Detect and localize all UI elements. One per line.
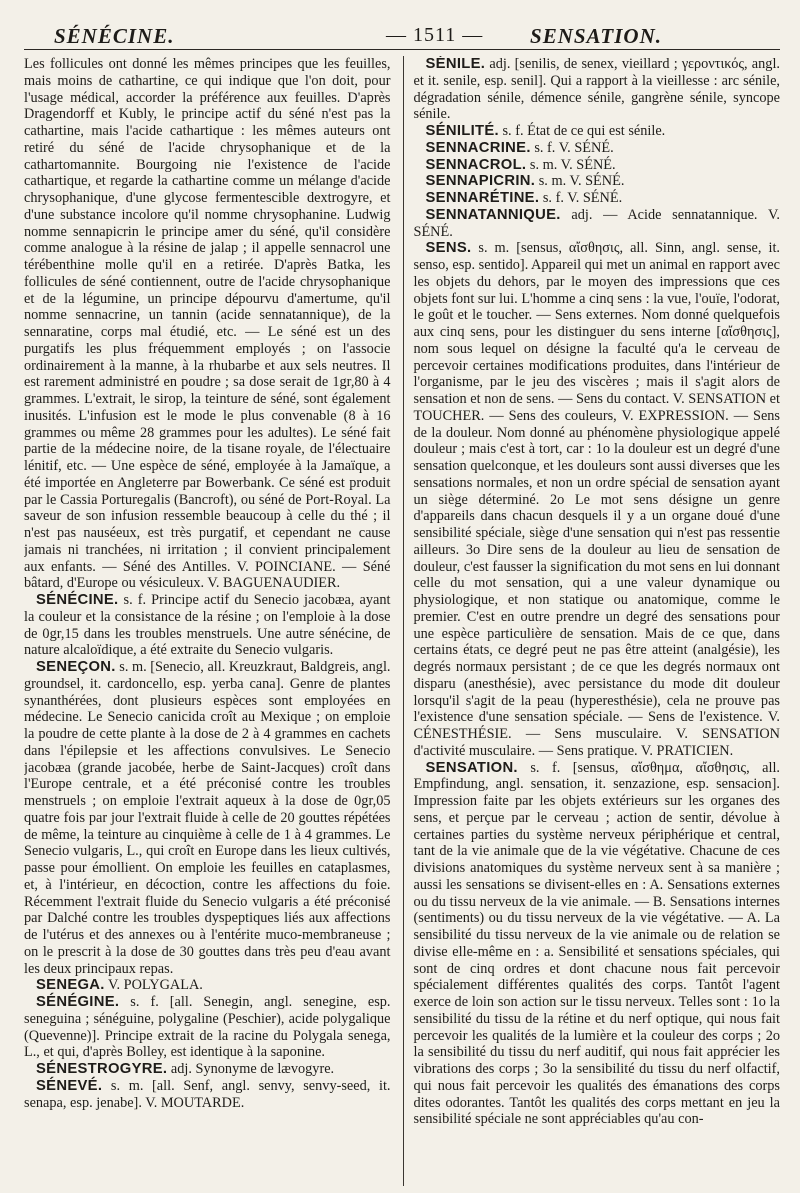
headword: SENNACROL.: [425, 156, 527, 173]
headword: SÉNESTROGYRE.: [36, 1061, 168, 1077]
right-column: [403, 56, 781, 1186]
headword: SÉNILE.: [425, 56, 486, 72]
text-columns: [24, 56, 780, 1186]
headword: SÉNÉCINE.: [36, 592, 119, 608]
headword: SENNATANNIQUE.: [425, 206, 561, 223]
dictionary-entry: SÉNÉCINE. s. f. Principe actif du Senecio jacobæa, ayant la couleur et la consistance de la résine ; on l'emploie à la dose de 0gr,15 dans les troubles menstruels. Une autre sénécine, de nature alcaloïdique, a été extraite du Senecio vulgaris.: [24, 592, 391, 659]
dictionary-entry: SENNACRINE. s. f. V. SÉNÉ.: [425, 139, 614, 156]
header-rule: [24, 49, 780, 50]
dictionary-entry: SÉNILITÉ. s. f. État de ce qui est sénile.: [425, 123, 666, 139]
dictionary-entry: SENEÇON. s. m. [Senecio, all. Kreuzkraut, Baldgreis, angl. groundsel, it. cardoncello, esp. yerba cana]. Genre de plantes synanthérées, dont plusieurs espèces sont employées en médecine. Le Senecio canicida croît au Mexique ; on emploie la poudre de cette plante à la dose de 2 à 4 grammes en cachets dans l'épilepsie et les affections convulsives. Le Senecio jacobæa (grande jacobée, herbe de Saint-Jacques) croît dans l'Europe centrale, et a été préconisé contre les troubles menstruels ; on emploie l'extrait aqueux à la dose de 0gr,05 quatre fois par jour l'extrait fluide à celle de 20 gouttes répétées de même, la teinture au cinquième à celle de 1 à 4 grammes. Le Senecio vulgaris, L., qui croît en Europe dans les lieux cultivés, passe pour émollient. On emploie les feuilles en cataplasmes, et, à l'intérieur, en décoction, contre les affections du foie. Récemment l'extrait fluide du Senecio vulgaris a été préconisé par Dalché contre les troubles dyspeptiques liés aux affections de l'utérus et des annexes ou à l'entérite muco-membraneuse ; on le prescrit à la dose de 30 gouttes dans très peu d'eau avant les deux principaux repas.: [24, 659, 391, 977]
dictionary-entry: SÉNESTROGYRE. adj. Synonyme de lævogyre.: [36, 1061, 335, 1077]
dictionary-entry: Les follicules ont donné les mêmes principes que les feuilles, mais moins de cathartine, ce qui indique que l'on doit, pour l'usage médical, accorder la préférence aux feuilles. D'après Dragendorff et Kubly, le principe actif du séné n'est pas la cathartine, mais l'acide cathartique : les mêmes auteurs ont retiré du séné de l'acide chrysophanique et de la cathartomannite. Bourgoing nie l'existence de l'acide cathartique, et regarde la cathartine comme un mélange d'acide chrysophanique, d'une glycose fermentescible dextrogyre, et d'une substance incolore qu'il nomme chrysophanine. Ludwig nomme sennapicrin le principe amer du séné, qu'il considère comme analogue à la résine de jalap ; il appelle sennacrol une térébenthine molle qu'il en a retirée. D'après Batka, les follicules de séné contiennent, outre de l'acide chrysophanique et de la légumine, un principe dépourvu d'amertume, qu'il nomme sennacrine, un tannin (acide sennatannique), de la sennaratine, corps mal étudié, etc. — Le séné est un des purgatifs les plus fréquemment employés ; on l'associe ordinairement à la manne, à la rhubarbe et aux sels neutres. Il est rarement administré en poudre ; sa dose serait de 1gr,80 à 4 grammes. L'extrait, le sirop, la teinture de séné, sont également inusités. L'infusion est le mode le plus convenable (8 à 16 grammes ou même 28 grammes pour les adultes). Le séné fait partie de la médecine noire, de la tisane royale, de l'électuaire lénitif, etc. — Une espèce de séné, employée à la Jamaïque, a été importée en Angleterre par Bowerbank. Ce séné est produit par le Cassia Porturegalis (Bancroft), ou séné de Port-Royal. La saveur de son infusion ressemble beaucoup à celle du thé ; il n'est pas nauséeux, est très purgatif, et cependant ne cause jamais ni tranchées, ni irritation ; il convient principalement aux enfants. — Séné des Antilles. V. POINCIANE. — Séné bâtard, d'Europe ou vésiculeux. V. BAGUENAUDIER.: [24, 56, 391, 592]
running-head-left: SÉNÉCINE.: [54, 24, 175, 48]
headword: SENEGA.: [36, 977, 105, 994]
dictionary-entry: SENS. s. m. [sensus, αἴσθησις, all. Sinn, angl. sense, it. senso, esp. sentido]. Appareil qui met un animal en rapport avec les objets du dehors, par le moyen des impressions que ces objets font sur lui. L'homme a cinq sens : la vue, l'ouïe, l'odorat, le goût et le toucher. — Sens externes. Nom donné quelquefois aux cinq sens, pour les distinguer du sens interne [αἴσθησις], nom sous lequel on désigne la faculté qu'a le cerveau de percevoir certaines modifications produites, dans l'intérieur de l'organisme, par le jeu des viscères ; mais il s'agit alors de sensation et non de sens. — Sens du contact. V. SENSATION et TOUCHER. — Sens des couleurs, V. EXPRESSION. — Sens de la douleur. Nom donné au phénomène physiologique appelé douleur ; mais c'est à tort, car : 1o la douleur est un degré d'une sensation quelconque, et les douleurs sont aussi diverses que les sensations normales, et non un ordre spécial de sensation ayant un siège déterminé. 2o Le mot sens désigne un genre d'appareils dans chacun desquels il y a un organe doué d'une sensibilité spéciale, siège d'une sensation qui n'est pas ressentie ailleurs. 3o Dire sens de la douleur au lieu de sensation de douleur, c'est fausser la signification du mot sens en lui donnant celle du mot sensation, qui a une valeur dynamique ou physiologique, et non statique ou anatomique, comme le premier. C'est en outre prendre un degré des sensations pour une espèce particulière de sensation. Mais de ce que, dans certains états, ce degré peut ne pas être atteint (analgésie), les degrés normaux persistant ; de ce que les degrés normaux ont disparu (anesthésie), avec persistance du mode dit douleur lorsqu'il s'agit de la peau (hyperesthésie), cela ne prouve pas l'existence d'une sensation spéciale. — Sens de l'existence. V. CÉNESTHÉSIE. — Sens musculaire. V. SENSATION d'activité musculaire. — Sens pratique. V. PRATICIEN.: [413, 240, 780, 759]
running-head-right: SENSATION.: [530, 24, 662, 48]
headword: SENNACRINE.: [425, 139, 531, 156]
dictionary-entry: SENEGA. V. POLYGALA.: [36, 977, 203, 994]
headword: SÉNÉGINE.: [36, 994, 120, 1010]
page-number: — 1511 —: [386, 24, 484, 46]
dictionary-entry: SENNACROL. s. m. V. SÉNÉ.: [425, 156, 616, 173]
dictionary-entry: SENSATION. s. f. [sensus, αἴσθημα, αἴσθησις, all. Empfindung, angl. sensation, it. senzazione, esp. sensacion]. Impression faite par les objets extérieurs sur les organes des sens, et perçue par le cerveau ; action de sentir, dévolue à certaines parties du système nerveux périphérique et central, tant de la vie animale que de la vie végétative. Chacune de ces divisions anatomiques du système nerveux sent à sa manière ; aussi les sensations se divisent-elles en : A. Sensations externes ou du tissu nerveux de la vie animale. — B. Sensations internes (sentiments) ou du tissu nerveux de la vie végétative. — A. La sensibilité du tissu nerveux de la vie animale ou de relation se divise elle-même en : a. Sensibilité et sensations spéciales, qui sont de cinq ordres et dont chacune nous fait percevoir spécialement différentes qualités des corps. Tantôt l'agent exerce de loin son action sur le tissu nerveux. Telles sont : 1o la sensibilité du tissu de la rétine et du nerf optique, qui nous fait percevoir les qualités de la lumière et la couleur des corps ; 2o la sensibilité du tissu du nerf auditif, qui nous fait apprécier les vibrations des corps ; 3o la sensibilité du tissu du nerf olfactif, qui nous fait percevoir les qualités des émanations des corps dites odorantes. Tantôt les qualités des corps mettant en jeu la sensibilité spéciale ne sont appréciables qu'au con-: [413, 759, 780, 1128]
dictionary-entry: SÉNÉGINE. s. f. [all. Senegin, angl. senegine, esp. seneguina ; sénéguine, polygaline (Peschier), acide polygalique (Quevenne)]. Principe extrait de la racine du Polygala senega, L., et qui, d'après Bolley, est identique à la saponine.: [24, 994, 391, 1061]
dictionary-entry: SÉNILE. adj. [senilis, de senex, vieillard ; γεροντικός, angl. et it. senile, esp. senil]. Qui a rapport à la vieillesse : arc sénile, dégradation sénile, démence sénile, gangrène sénile, syncope sénile.: [413, 56, 780, 123]
headword: SENEÇON.: [36, 659, 116, 675]
headword: SENNARÉTINE.: [425, 190, 540, 206]
headword: SENNAPICRIN.: [425, 173, 536, 190]
headword: SENS.: [425, 240, 472, 257]
dictionary-entry: SENNARÉTINE. s. f. V. SÉNÉ.: [425, 190, 623, 206]
dictionary-entry: SENNATANNIQUE. adj. — Acide sennatannique. V. SÉNÉ.: [413, 206, 780, 240]
left-column: [24, 56, 391, 1186]
headword: SÉNEVÉ.: [36, 1077, 103, 1094]
headword: SENSATION.: [425, 759, 518, 776]
dictionary-entry: SENNAPICRIN. s. m. V. SÉNÉ.: [425, 173, 625, 190]
headword: SÉNILITÉ.: [425, 123, 499, 139]
dictionary-entry: SÉNEVÉ. s. m. [all. Senf, angl. senvy, senvy-seed, it. senapa, esp. jenabe]. V. MOUTARDE.: [24, 1077, 391, 1111]
